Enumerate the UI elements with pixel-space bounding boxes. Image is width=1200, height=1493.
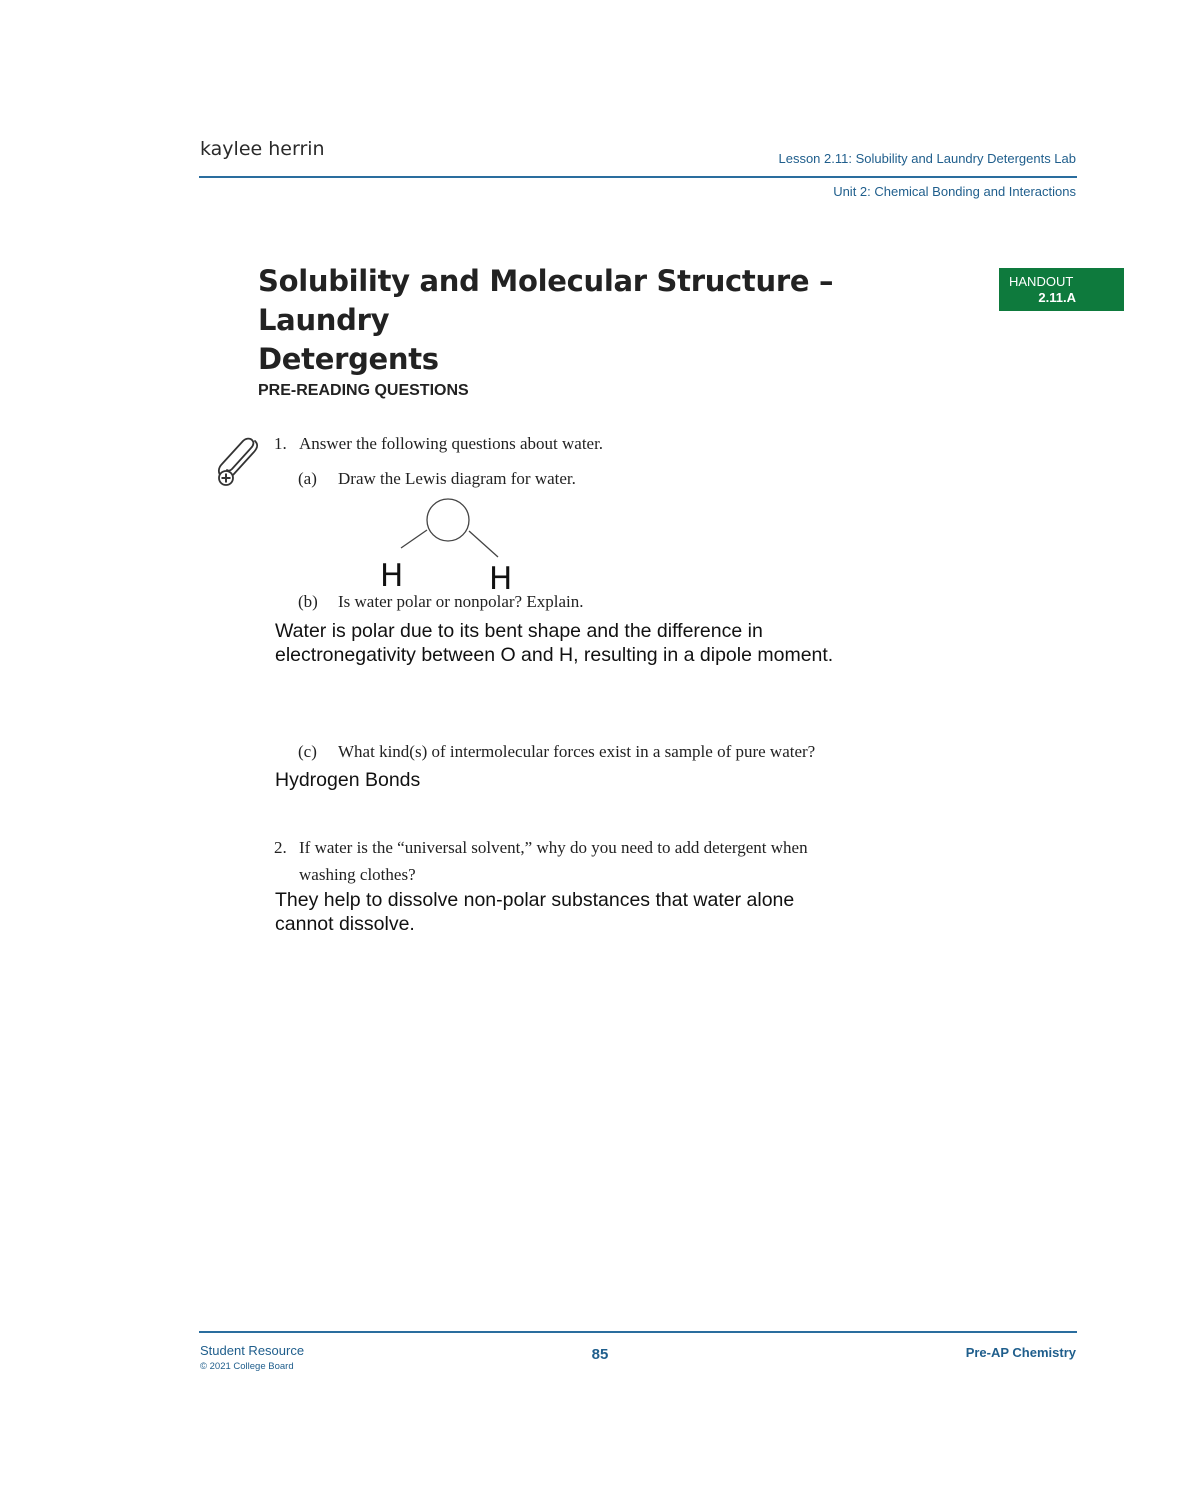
lesson-title: Lesson 2.11: Solubility and Laundry Detergents Lab (778, 151, 1076, 166)
handout-badge (999, 268, 1124, 311)
question-1a-letter: (a) (298, 469, 317, 488)
lewis-left-atom: H (380, 558, 404, 594)
section-heading: PRE-READING QUESTIONS (258, 382, 469, 399)
handout-badge-number: 2.11.A (1038, 290, 1076, 305)
question-1b-letter: (b) (298, 592, 318, 611)
answer-2-line-1: They help to dissolve non-polar substances that water alone (275, 889, 795, 911)
question-2-text-line-2: washing clothes? (299, 865, 416, 884)
footer-divider (199, 1331, 1077, 1333)
answer-2 (275, 888, 794, 936)
question-2-number: 2. (274, 838, 287, 857)
question-2-text-line-1: If water is the “universal solvent,” why do you need to add detergent when (299, 838, 808, 857)
footer-course: Pre-AP Chemistry (965, 1345, 1076, 1360)
page-title-line-2: Detergents (258, 342, 439, 376)
question-1a-text: Draw the Lewis diagram for water. (338, 469, 576, 488)
answer-2-line-2: cannot dissolve. (275, 913, 415, 935)
question-1-text: Answer the following questions about water. (299, 434, 604, 453)
lewis-right-atom: H (489, 561, 513, 595)
page-number: 85 (591, 1346, 609, 1363)
page-title (258, 262, 958, 379)
header-divider (199, 176, 1077, 178)
question-1c-letter: (c) (298, 742, 317, 761)
handout-badge-label: HANDOUT (1009, 274, 1074, 289)
question-1b-text: Is water polar or nonpolar? Explain. (338, 592, 584, 611)
answer-1b-line-2: electronegativity between O and H, resulting in a dipole moment. (275, 644, 834, 666)
answer-1b-line-1: Water is polar due to its bent shape and the difference in (275, 620, 763, 642)
page-title-line-1: Solubility and Molecular Structure – Laundry (258, 264, 834, 337)
answer-1c: Hydrogen Bonds (275, 769, 421, 791)
paperclip-plus-icon (213, 435, 261, 489)
unit-title: Unit 2: Chemical Bonding and Interactions (833, 184, 1076, 199)
footer-copyright: © 2021 College Board (200, 1361, 294, 1372)
question-1-number: 1. (274, 434, 287, 453)
lewis-diagram-drawing (370, 495, 530, 595)
footer-resource: Student Resource (200, 1343, 305, 1358)
student-name: kaylee herrin (200, 138, 325, 160)
question-1c-text: What kind(s) of intermolecular forces exist in a sample of pure water? (338, 742, 816, 761)
answer-1b (275, 619, 833, 667)
